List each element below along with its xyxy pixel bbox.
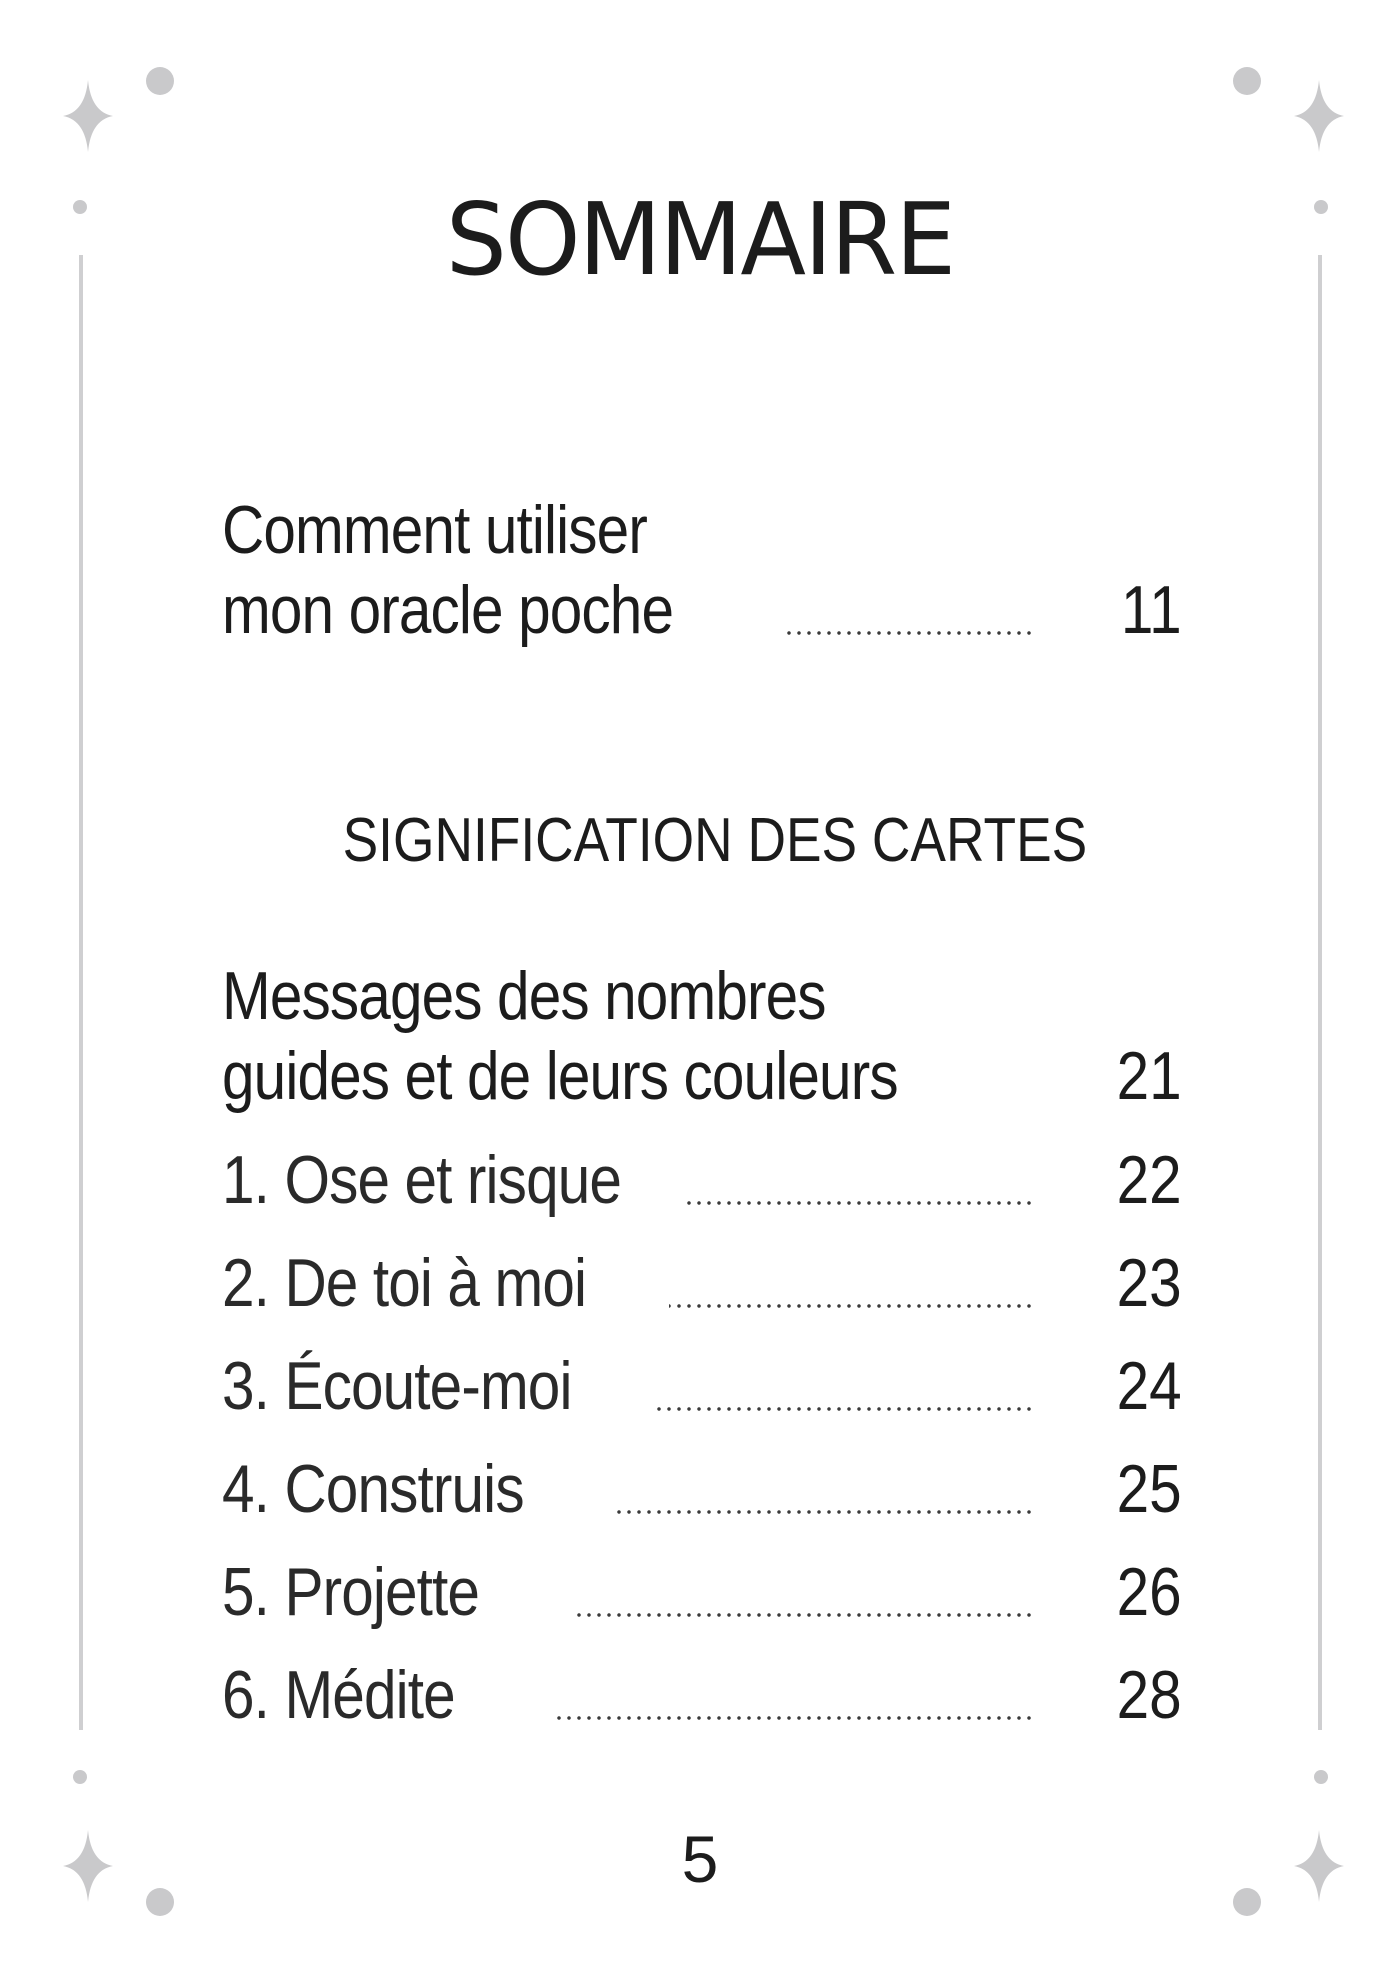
ornament-dot — [1233, 67, 1261, 95]
sparkle-icon — [1294, 80, 1344, 152]
frame-line-left — [79, 255, 83, 1730]
dot-leader — [654, 1406, 1034, 1412]
guide-entry-line2: guides et de leurs couleurs — [222, 1038, 898, 1114]
guide-entry-line1: Messages des nombres — [222, 958, 826, 1034]
frame-line-right — [1318, 255, 1322, 1730]
toc-item-label: 4. Construis — [222, 1451, 524, 1527]
toc-item-page: 25 — [1116, 1451, 1182, 1527]
toc-item-page: 22 — [1116, 1142, 1182, 1218]
toc-item[interactable] — [222, 1449, 1182, 1527]
ornament-dot — [1314, 1770, 1328, 1784]
toc-item-label: 6. Médite — [222, 1657, 455, 1733]
toc-item-page: 23 — [1116, 1245, 1182, 1321]
dot-leader — [574, 1612, 1034, 1618]
dot-leader — [669, 1303, 1034, 1309]
dot-leader — [784, 630, 1034, 636]
toc-item-label: 1. Ose et risque — [222, 1142, 622, 1218]
sparkle-icon — [63, 80, 113, 152]
page-title: SOMMAIRE — [445, 181, 955, 298]
toc-item[interactable] — [222, 1552, 1182, 1630]
section-label: SIGNIFICATION DES CARTES — [342, 806, 1088, 875]
toc-item-label: 3. Écoute-moi — [222, 1348, 572, 1424]
toc-item-page: 28 — [1116, 1657, 1182, 1733]
ornament-dot — [73, 1770, 87, 1784]
dot-leader — [614, 1509, 1034, 1515]
toc-item-label: 2. De toi à moi — [222, 1245, 587, 1321]
toc-item[interactable] — [222, 1346, 1182, 1424]
toc-item[interactable] — [222, 1140, 1182, 1218]
toc-item-label: 5. Projette — [222, 1554, 480, 1630]
toc-item[interactable] — [222, 1243, 1182, 1321]
ornament-dot — [146, 67, 174, 95]
toc-item-page: 26 — [1116, 1554, 1182, 1630]
guide-entry-row[interactable] — [222, 1036, 1182, 1114]
intro-entry-line2: mon oracle poche — [222, 572, 674, 648]
intro-entry-line1: Comment utiliser — [222, 492, 647, 568]
dot-leader — [554, 1715, 1034, 1721]
intro-entry-row[interactable] — [222, 570, 1182, 648]
intro-entry-page: 11 — [1121, 572, 1182, 648]
ornament-dot — [1233, 1888, 1261, 1916]
toc-item[interactable] — [222, 1655, 1182, 1733]
dot-leader — [684, 1200, 1034, 1206]
ornament-dot — [146, 1888, 174, 1916]
page-number: 5 — [681, 1822, 719, 1896]
guide-entry-page: 21 — [1116, 1038, 1182, 1114]
toc-item-page: 24 — [1116, 1348, 1182, 1424]
